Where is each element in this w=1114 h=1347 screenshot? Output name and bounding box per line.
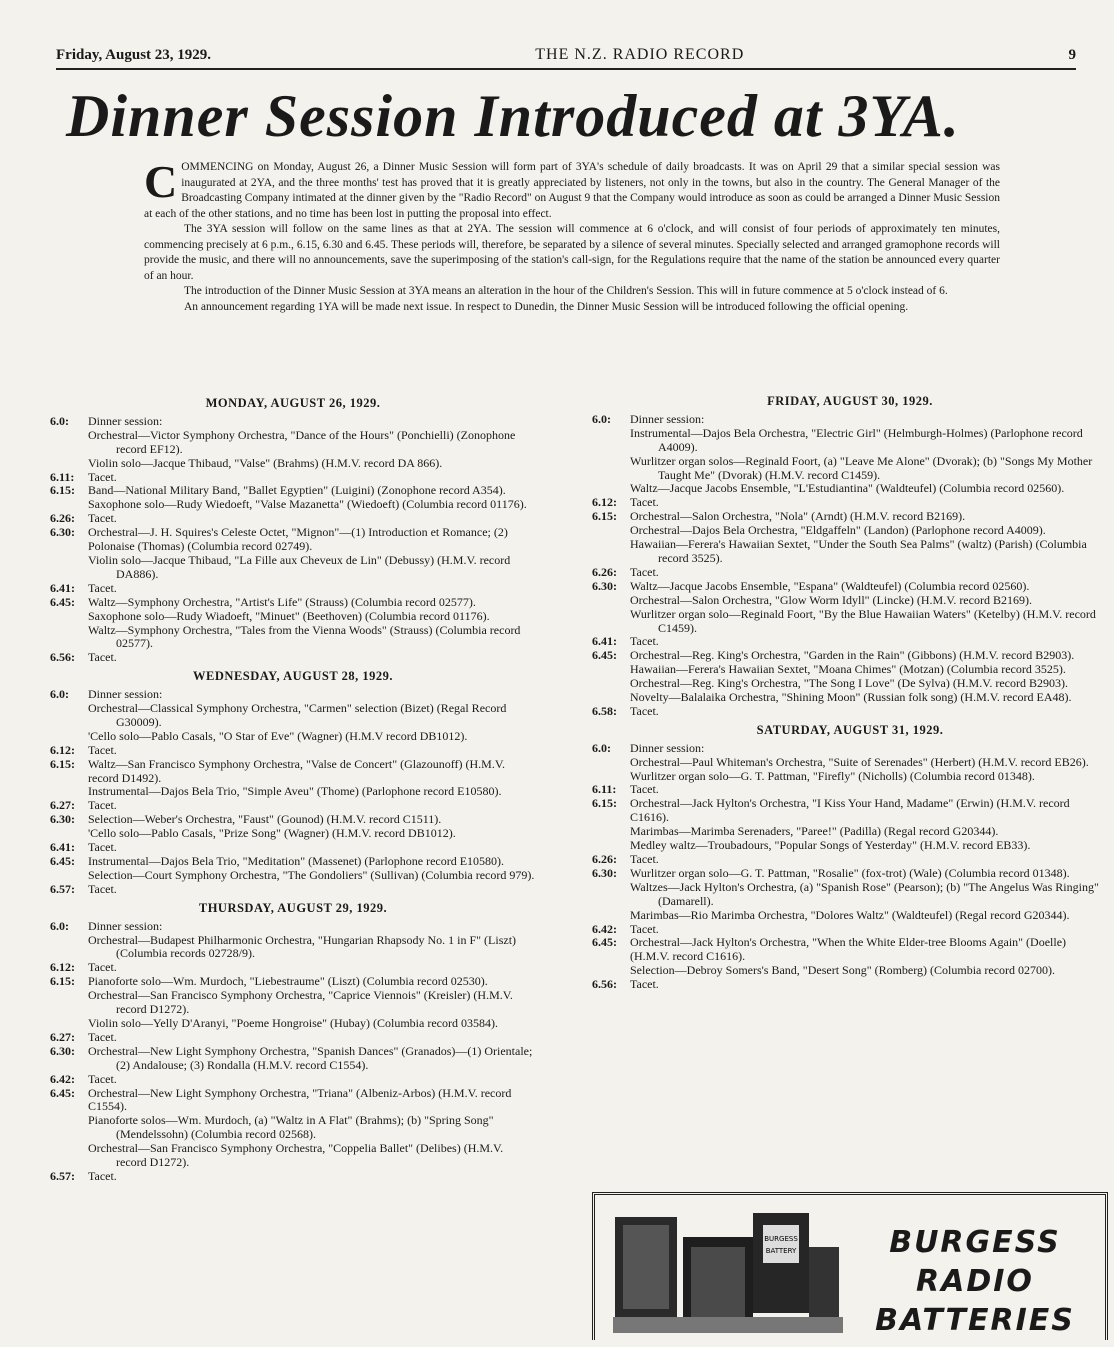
slot-time: 6.12: [50, 742, 75, 757]
schedule-slot [50, 1087, 536, 1170]
slot-entries [630, 867, 1108, 923]
slot-entries [630, 580, 1108, 636]
programme-entry: Wurlitzer organ solos—Reginald Foort, (a) "Leave Me Alone" (Dvorak); (b) "Songs My Mother Taught Me" (Dvorak) (H.M.V. record C1459). [630, 453, 1093, 482]
slot-entries [88, 920, 536, 962]
programme-entry: Orchestral—Dajos Bela Orchestra, "Eldgaffeln" (Landon) (Parlophone record A4009). [630, 523, 1046, 538]
slot-entries [630, 923, 1108, 937]
slot-entries [88, 526, 536, 582]
schedule-slot [592, 413, 1108, 496]
slot-time: 6.26: [592, 852, 617, 866]
programme-entry: Orchestral—Jack Hylton's Orchestra, "I Kiss Your Hand, Madame" (Erwin) (H.M.V. record C1616). [630, 796, 1070, 825]
programme-entry: Marimbas—Rio Marimba Orchestra, "Dolores Waltz" (Waldteufel) (Regal record G20344). [630, 907, 1070, 922]
schedule-slot [592, 566, 1108, 580]
schedule-slot [592, 923, 1108, 937]
programme-entry: Orchestral—Jack Hylton's Orchestra, "When the White Elder-tree Blooms Again" (Doelle) (H.M.V. record C1616). [630, 935, 1067, 964]
schedule-slot [50, 1031, 536, 1045]
slot-entries [630, 635, 1108, 649]
slot-time: 6.15: [592, 796, 617, 811]
programme-entry: Medley waltz—Troubadours, "Popular Songs of Yesterday" (H.M.V. record EB33). [630, 838, 1031, 853]
programme-entry: Orchestral—Paul Whiteman's Orchestra, "Suite of Serenades" (Herbert) (H.M.V. record EB26). [630, 754, 1089, 769]
slot-time: 6.45: [50, 1085, 75, 1100]
schedule-slot [50, 596, 536, 652]
schedule-slot [50, 1170, 536, 1184]
slot-entries [630, 566, 1108, 580]
slot-entries [88, 1073, 536, 1087]
slot-entries [88, 758, 536, 800]
slot-entries [630, 510, 1108, 566]
slot-time: 6.0: [50, 413, 69, 428]
programme-entry: Orchestral—New Light Symphony Orchestra, "Triana" (Albeniz-Arbos) (H.M.V. record C1554). [88, 1085, 512, 1114]
schedule-slot [592, 496, 1108, 510]
programme-entry: Waltz—San Francisco Symphony Orchestra, "Valse de Concert" (Glazounoff) (H.M.V. record D1492). [88, 756, 505, 785]
slot-time: 6.0: [50, 687, 69, 702]
slot-entries [88, 596, 536, 652]
schedule-slot [50, 883, 536, 897]
programme-entry: Hawaiian—Ferera's Hawaiian Sextet, "Moana Chimes" (Motzan) (Columbia record 3525). [630, 662, 1066, 677]
slot-time: 6.45: [592, 648, 617, 663]
slot-entries [630, 978, 1108, 992]
slot-time: 6.56: [592, 977, 617, 992]
programme-entry: Orchestral—New Light Symphony Orchestra, "Spanish Dances" (Granados)—(1) Orientale; (2) Andalouse; (3) Rondalla (H.M.V. record C1554). [88, 1043, 533, 1072]
programme-entry: Tacet. [88, 511, 117, 526]
programme-entry: Wurlitzer organ solo—Reginald Foort, "By the Blue Hawaiian Waters" (Ketelby) (H.M.V. record C1459). [630, 606, 1096, 635]
slot-entries [630, 705, 1108, 719]
programme-entry: Pianoforte solo—Wm. Murdoch, "Liebestraume" (Liszt) (Columbia record 02530). [88, 974, 488, 989]
programme-entry: Orchestral—Budapest Philharmonic Orchestra, "Hungarian Rhapsody No. 1 in F" (Liszt) (Columbia records 02728/9). [88, 932, 517, 961]
slot-entries [88, 1087, 536, 1170]
programme-entry: Dinner session: [88, 918, 163, 933]
slot-entries [88, 799, 536, 813]
programme-entry: Tacet. [630, 921, 659, 936]
schedule-slot [592, 978, 1108, 992]
programme-entry: Saxophone solo—Rudy Wiadoeft, "Minuet" (Beethoven) (Columbia record 01176). [88, 608, 490, 623]
programme-entry: Instrumental—Dajos Bela Orchestra, "Electric Girl" (Helmburgh-Holmes) (Parlophone record A4009). [630, 425, 1083, 454]
intro-paragraph [144, 156, 1000, 222]
slot-entries [88, 975, 536, 1031]
programme-entry: Marimbas—Marimba Serenaders, "Paree!" (Padilla) (Regal record G20344). [630, 824, 999, 839]
programme-entry: Waltz—Symphony Orchestra, "Tales from the Vienna Woods" (Strauss) (Columbia record 02577). [88, 622, 521, 651]
schedule-slot [50, 1045, 536, 1073]
schedule-slot [50, 484, 536, 512]
programme-entry: Selection—Weber's Orchestra, "Faust" (Gounod) (H.M.V. record C1511). [88, 812, 442, 827]
programme-entry: Tacet. [630, 782, 659, 797]
programme-entry: Tacet. [88, 840, 117, 855]
slot-time: 6.57: [50, 881, 75, 896]
slot-time: 6.27: [50, 798, 75, 813]
slot-entries [630, 649, 1108, 705]
programme-entry: Selection—Court Symphony Orchestra, "The Gondoliers" (Sullivan) (Columbia record 979). [88, 867, 535, 882]
programme-entry: Tacet. [630, 495, 659, 510]
intro-paragraph: An announcement regarding 1YA will be made next issue. In respect to Dunedin, the Dinner Music Session will be introduced following the official opening. [184, 300, 909, 313]
slot-entries [88, 1045, 536, 1073]
programme-entry: Tacet. [88, 881, 117, 896]
programme-entry: Tacet. [88, 650, 117, 665]
slot-time: 6.15: [50, 974, 75, 989]
programme-entry: Novelty—Balalaika Orchestra, "Shining Moon" (Russian folk song) (H.M.V. record EA48). [630, 690, 1072, 705]
programme-entry: Orchestral—Reg. King's Orchestra, "Garden in the Rain" (Gibbons) (H.M.V. record B2903). [630, 648, 1075, 663]
programme-entry: Orchestral—San Francisco Symphony Orchestra, "Coppelia Ballet" (Delibes) (H.M.V. record D1272). [88, 1141, 504, 1170]
slot-time: 6.41: [592, 634, 617, 649]
programme-entry: Dinner session: [630, 740, 705, 755]
slot-time: 6.27: [50, 1029, 75, 1044]
programme-entry: Dinner session: [630, 411, 705, 426]
slot-entries [88, 813, 536, 841]
schedule-slot [50, 841, 536, 855]
slot-entries [88, 471, 536, 485]
programme-entry: Tacet. [630, 703, 659, 718]
schedule-slot [50, 1073, 536, 1087]
programme-entry: Wurlitzer organ solo—G. T. Pattman, "Rosalie" (fox-trot) (Wale) (Columbia record 01348). [630, 865, 1070, 880]
schedule-slot [592, 580, 1108, 636]
publication-name: THE N.Z. RADIO RECORD [535, 46, 745, 63]
slot-entries [630, 742, 1108, 784]
slot-time: 6.26: [592, 564, 617, 579]
headline: Dinner Session Introduced at 3YA. [66, 83, 960, 149]
slot-entries [88, 484, 536, 512]
slot-time: 6.45: [50, 854, 75, 868]
slot-time: 6.42: [50, 1071, 75, 1086]
slot-time: 6.12: [592, 495, 617, 510]
programme-entry: Orchestral—Salon Orchestra, "Nola" (Arndt) (H.M.V. record B2169). [630, 509, 966, 524]
programme-entry: Wurlitzer organ solo—G. T. Pattman, "Firefly" (Nicholls) (Columbia record 01348). [630, 768, 1035, 783]
slot-time: 6.0: [592, 411, 611, 426]
slot-entries [88, 883, 536, 897]
programme-entry: Tacet. [88, 798, 117, 813]
slot-entries [88, 744, 536, 758]
programme-entry: Dinner session: [88, 687, 163, 702]
programme-entry: Selection—Debroy Somers's Band, "Desert Song" (Romberg) (Columbia record 02700). [630, 963, 1055, 978]
programme-entry: Violin solo—Jacque Thibaud, "Valse" (Brahms) (H.M.V. record DA 866). [88, 455, 443, 470]
slot-time: 6.15: [50, 756, 75, 771]
schedule-slot [592, 510, 1108, 566]
programme-entry: Orchestral—Victor Symphony Orchestra, "Dance of the Hours" (Ponchielli) (Zonophone record EF12). [88, 427, 516, 456]
schedule-right-column [592, 390, 1108, 992]
schedule-slot [592, 797, 1108, 853]
programme-entry: Tacet. [88, 580, 117, 595]
slot-time: 6.30: [592, 578, 617, 593]
schedule-slot [50, 920, 536, 962]
slot-entries [630, 853, 1108, 867]
programme-entry: Tacet. [88, 1168, 117, 1183]
slot-time: 6.15: [592, 509, 617, 524]
slot-time: 6.45: [50, 594, 75, 609]
issue-date: Friday, August 23, 1929. [56, 47, 212, 63]
slot-time: 6.12: [50, 960, 75, 975]
schedule-slot [50, 526, 536, 582]
programme-entry: Tacet. [88, 960, 117, 975]
schedule-slot [50, 688, 536, 744]
intro-paragraph: The 3YA session will follow on the same lines as that at 2YA. The session will commence at 6 o'clock, and will consist of four periods of approximately ten minutes, commencing precisely at 6 p.m., 6.15, 6.30 and 6.45. These periods will, therefore, be separated by a silence of several minutes. Specially selected and arranged gramophone records will provide the music, and there will no announcements, save the superimposing of the station's call-sign, for the Regulations require that the name of the station be announced every quarter of an hour. [144, 223, 1000, 282]
programme-entry: Orchestral—J. H. Squires's Celeste Octet, "Mignon"—(1) Introduction et Romance; (2) Polonaise (Thomas) (Columbia record 02749). [88, 525, 508, 554]
schedule-slot [50, 799, 536, 813]
slot-time: 6.30: [592, 865, 617, 880]
slot-time: 6.0: [592, 740, 611, 755]
schedule-slot [592, 742, 1108, 784]
schedule-slot [592, 705, 1108, 719]
programme-entry: Tacet. [630, 852, 659, 866]
day-heading: FRIDAY, AUGUST 30, 1929. [767, 394, 933, 408]
schedule-slot [50, 471, 536, 485]
slot-entries [88, 1031, 536, 1045]
day-heading: SATURDAY, AUGUST 31, 1929. [756, 722, 944, 737]
battery-illustration [613, 1207, 843, 1335]
schedule-slot [592, 853, 1108, 867]
programme-entry: Orchestral—San Francisco Symphony Orchestra, "Caprice Viennois" (Kreisler) (H.M.V. record D1272). [88, 988, 513, 1017]
slot-entries [630, 413, 1108, 496]
intro-paragraph-text: OMMENCING on Monday, August 26, a Dinner Music Session will form part of 3YA's schedule of daily broadcasts. It was on April 29 that a similar special session was inaugurated at 2YA, and the three months' test has proved that it is greatly appreciated by listeners, not only in the towns, but also in the country. The General Manager of the Broadcasting Company intimated at the dinner given by the "Radio Record" on August 9 that the Company would introduce as soon as could be arranged a Dinner Music Session at each of the other stations, and no time has been lost in putting the proposal into effect. [144, 161, 1000, 220]
intro-paragraph: The introduction of the Dinner Music Session at 3YA means an alteration in the hour of the Children's Session. This will in future commence at 5 o'clock instead of 6. [184, 285, 948, 297]
slot-entries [88, 688, 536, 744]
schedule-slot [50, 758, 536, 800]
schedule-slot [50, 415, 536, 471]
slot-time: 6.45: [592, 935, 617, 950]
slot-time: 6.30: [50, 812, 75, 827]
slot-entries [88, 841, 536, 855]
schedule-slot [50, 961, 536, 975]
schedule-left-column [50, 392, 536, 1184]
ad-slogan [845, 1223, 1105, 1340]
page-number: 9 [1068, 47, 1076, 63]
slot-entries [630, 797, 1108, 853]
schedule-slot [50, 744, 536, 758]
slot-time: 6.11: [592, 782, 617, 797]
slot-entries [88, 855, 536, 883]
programme-entry: Tacet. [630, 634, 659, 649]
burgess-advertisement [592, 1192, 1108, 1340]
schedule-slot [50, 582, 536, 596]
slot-time: 6.0: [50, 918, 69, 933]
programme-entry: Orchestral—Reg. King's Orchestra, "The Song I Love" (De Sylva) (H.M.V. record B2903). [630, 676, 1068, 691]
slot-entries [630, 936, 1108, 978]
schedule-slot [592, 783, 1108, 797]
slot-entries [88, 961, 536, 975]
schedule-slot [50, 855, 536, 883]
programme-entry: Pianoforte solos—Wm. Murdoch, (a) "Waltz in A Flat" (Brahms); (b) "Spring Song" (Mendelssohn) (Columbia record 02568). [88, 1113, 494, 1142]
drop-cap: C [144, 156, 178, 207]
slot-time: 6.26: [50, 511, 75, 526]
day-heading: MONDAY, AUGUST 26, 1929. [205, 396, 381, 410]
slot-entries [630, 783, 1108, 797]
schedule-slot [592, 649, 1108, 705]
programme-entry: Waltz—Jacque Jacobs Ensemble, "L'Estudiantina" (Waldteufel) (Columbia record 02560). [630, 481, 1065, 496]
slot-entries [88, 1170, 536, 1184]
schedule-slot [50, 651, 536, 665]
programme-entry: 'Cello solo—Pablo Casals, "Prize Song" (Wagner) (H.M.V. record DB1012). [88, 826, 456, 841]
schedule-slot [592, 635, 1108, 649]
programme-entry: Saxophone solo—Rudy Wiedoeft, "Valse Mazanetta" (Wiedoeft) (Columbia record 01176). [88, 497, 527, 512]
programme-entry: Band—National Military Band, "Ballet Egyptien" (Luigini) (Zonophone record A354). [88, 483, 506, 498]
programme-entry: 'Cello solo—Pablo Casals, "O Star of Eve" (Wagner) (H.M.V record DB1012). [88, 728, 468, 743]
schedule-slot [592, 867, 1108, 923]
programme-entry: Tacet. [88, 742, 117, 757]
slot-time: 6.42: [592, 921, 617, 936]
schedule-slot [592, 936, 1108, 978]
day-heading: THURSDAY, AUGUST 29, 1929. [198, 900, 388, 915]
ad-line: BURGESS [889, 1225, 1061, 1260]
slot-time: 6.11: [50, 469, 75, 484]
programme-entry: Waltzes—Jack Hylton's Orchestra, (a) "Spanish Rose" (Pearson); (b) "The Angelus Was Ringing" (Damarell). [630, 879, 1099, 908]
programme-entry: Violin solo—Jacque Thibaud, "La Fille aux Cheveux de Lin" (Debussy) (H.M.V. record DA886). [88, 552, 511, 581]
programme-entry: Hawaiian—Ferera's Hawaiian Sextet, "Under the South Sea Palms" (waltz) (Parish) (Columbia record 3525). [630, 537, 1087, 565]
schedule-slot [50, 512, 536, 526]
slot-entries [88, 651, 536, 665]
programme-entry: Instrumental—Dajos Bela Trio, "Meditation" (Massenet) (Parlophone record E10580). [88, 854, 505, 868]
ad-line: BATTERIES [875, 1303, 1075, 1338]
schedule-slot [50, 975, 536, 1031]
programme-entry: Tacet. [88, 1071, 117, 1086]
slot-entries [88, 415, 536, 471]
slot-time: 6.56: [50, 650, 75, 665]
programme-entry: Tacet. [630, 564, 659, 579]
battery-type-text: BATTERY [765, 1247, 797, 1255]
masthead [56, 36, 1076, 70]
slot-time: 6.15: [50, 483, 75, 498]
slot-time: 6.41: [50, 840, 75, 855]
slot-time: 6.30: [50, 1043, 75, 1058]
intro-article [144, 156, 1000, 315]
programme-entry: Waltz—Symphony Orchestra, "Artist's Life" (Strauss) (Columbia record 02577). [88, 594, 476, 609]
programme-entry: Tacet. [88, 1029, 117, 1044]
programme-entry: Orchestral—Classical Symphony Orchestra, "Carmen" selection (Bizet) (Regal Record G30009). [88, 701, 507, 729]
programme-entry: Violin solo—Yelly D'Aranyi, "Poeme Hongroise" (Hubay) (Columbia record 03584). [88, 1015, 498, 1030]
day-heading: WEDNESDAY, AUGUST 28, 1929. [193, 669, 393, 684]
programme-entry: Dinner session: [88, 413, 163, 428]
programme-entry: Tacet. [88, 469, 117, 484]
programme-entry: Tacet. [630, 977, 659, 992]
slot-time: 6.30: [50, 525, 75, 540]
programme-entry: Waltz—Jacque Jacobs Ensemble, "Espana" (Waldteufel) (Columbia record 02560). [630, 578, 1030, 593]
programme-entry: Instrumental—Dajos Bela Trio, "Simple Aveu" (Thome) (Parlophone record E10580). [88, 784, 502, 799]
slot-time: 6.58: [592, 703, 617, 718]
schedule-slot [50, 813, 536, 841]
slot-entries [88, 512, 536, 526]
slot-entries [88, 582, 536, 596]
battery-brand-text: BURGESS [764, 1235, 798, 1243]
slot-time: 6.41: [50, 580, 75, 595]
slot-time: 6.57: [50, 1168, 75, 1183]
ad-line: RADIO [916, 1264, 1034, 1299]
programme-entry: Orchestral—Salon Orchestra, "Glow Worm Idyll" (Lincke) (H.M.V. record B2169). [630, 592, 1032, 607]
slot-entries [630, 496, 1108, 510]
